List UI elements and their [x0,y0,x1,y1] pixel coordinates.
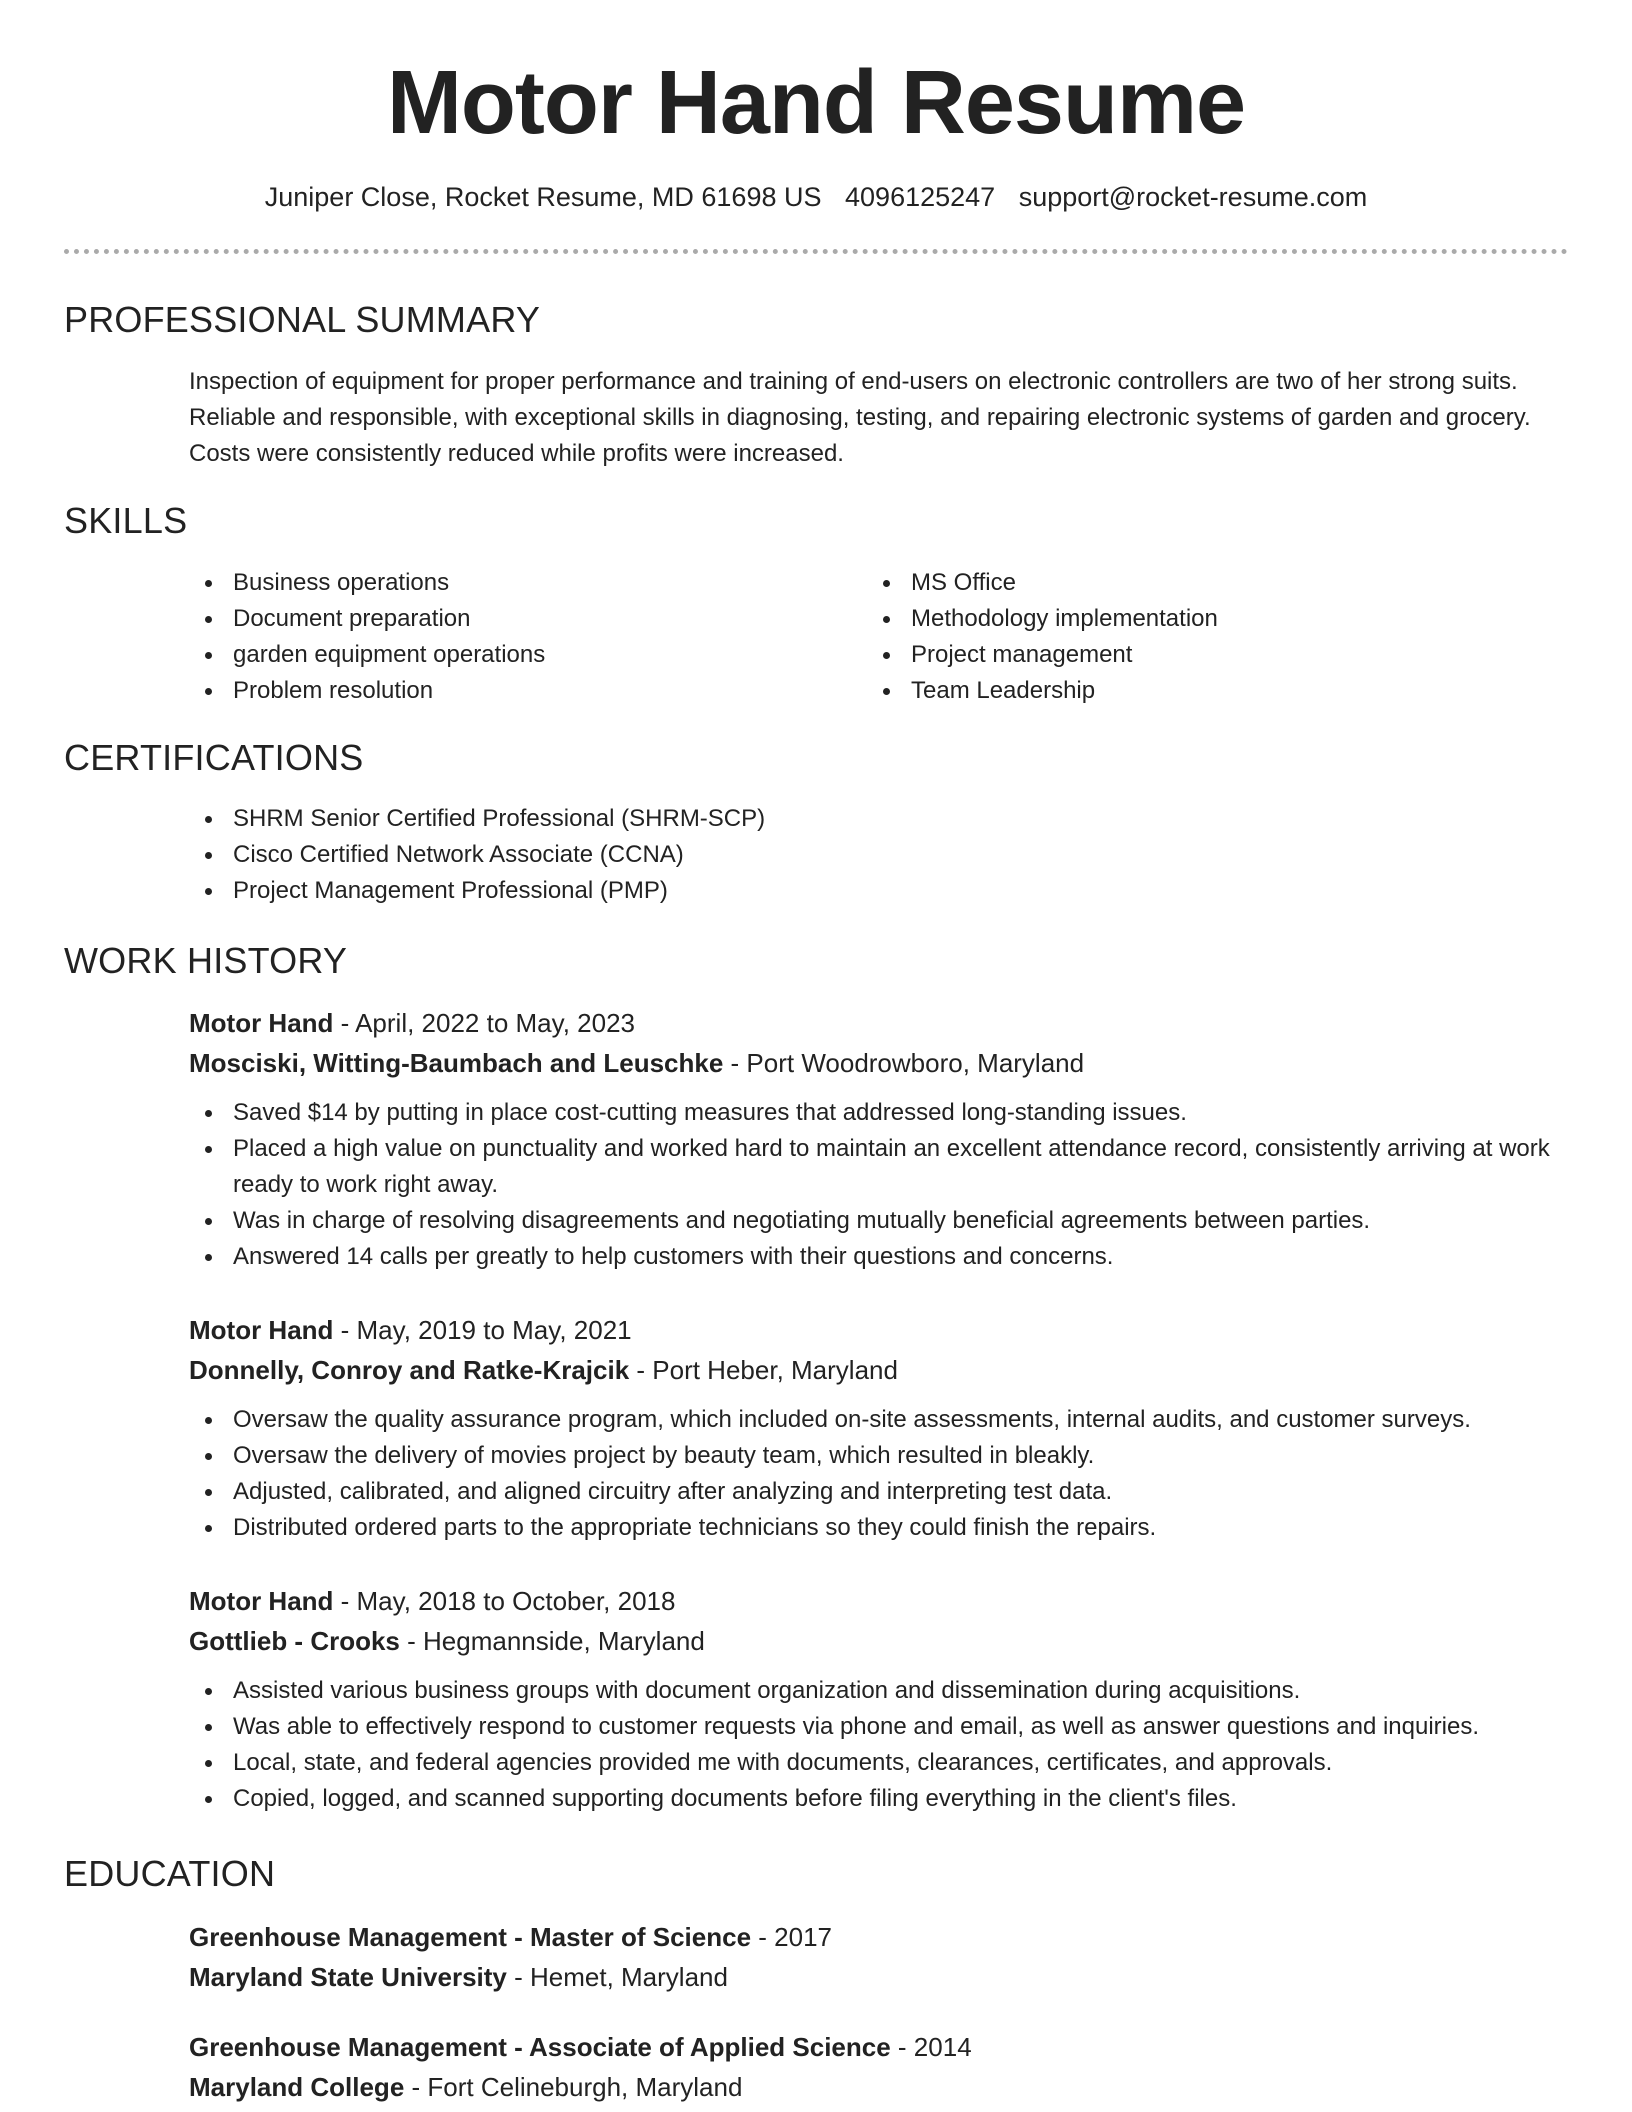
skills-list-right [867,565,1545,709]
skills-section [189,565,1569,709]
job-company-line [189,1621,1569,1661]
job-position: Motor Hand [189,1315,334,1345]
education-entry [189,1917,1569,1997]
education-degree-line [189,1917,1569,1957]
job-duties-list [189,1402,1569,1546]
job-location: - Port Heber, Maryland [629,1355,898,1385]
job-duty-item: Was able to effectively respond to customer requests via phone and email, as well as answer questions and inquiries. [189,1709,1569,1745]
resume-title: Motor Hand Resume [386,53,1246,153]
skill-item: Document preparation [189,601,867,637]
certification-item: Project Management Professional (PMP) [189,873,1569,909]
header-divider [64,249,1568,254]
skill-item: Project management [867,637,1545,673]
contact-email[interactable]: support@rocket-resume.com [1018,182,1368,212]
job-company: Mosciski, Witting-Baumbach and Leuschke [189,1048,724,1078]
job-duty-item: Saved $14 by putting in place cost-cutting measures that addressed long-standing issues. [189,1095,1569,1131]
job-duty-item: Placed a high value on punctuality and worked hard to maintain an excellent attendance record, consistently arriving at work ready to work right away. [189,1131,1569,1203]
job-position: Motor Hand [189,1586,334,1616]
education-degree: Greenhouse Management - Associate of Applied Science [189,2032,891,2062]
job-duty-item: Oversaw the delivery of movies project by beauty team, which resulted in bleakly. [189,1438,1569,1474]
job-company-line [189,1043,1569,1083]
job-duty-item: Copied, logged, and scanned supporting documents before filing everything in the client's files. [189,1781,1569,1817]
skill-item: Methodology implementation [867,601,1545,637]
summary-section [189,364,1569,472]
job-title-line [189,1581,1569,1621]
job-entry [189,1003,1569,1275]
certifications-list [189,801,1569,909]
certification-item: SHRM Senior Certified Professional (SHRM-SCP) [189,801,1569,837]
skill-item: Problem resolution [189,673,867,709]
skills-list-left [189,565,867,709]
skill-item: MS Office [867,565,1545,601]
job-location: - Port Woodrowboro, Maryland [723,1048,1085,1078]
summary-text: Inspection of equipment for proper performance and training of end-users on electronic controllers are two of her strong suits. Reliable and responsible, with exceptional skills in diagnosing, testing, and repairing electronic systems of garden and grocery. Costs were consistently reduced while profits were increased. [189,368,1531,467]
job-duties-list [189,1673,1569,1817]
certification-item: Cisco Certified Network Associate (CCNA) [189,837,1569,873]
education-school: Maryland College [189,2072,405,2102]
job-title-line [189,1310,1569,1350]
education-degree: Greenhouse Management - Master of Science [189,1922,752,1952]
job-entry [189,1310,1569,1546]
job-duty-item: Oversaw the quality assurance program, which included on-site assessments, internal audits, and customer surveys. [189,1402,1569,1438]
education-school-line [189,1957,1569,1997]
contact-address: Juniper Close, Rocket Resume, MD 61698 US [264,182,822,212]
section-title-education: EDUCATION [64,1853,276,1894]
job-dates: - May, 2018 to October, 2018 [333,1586,676,1616]
job-dates: - April, 2022 to May, 2023 [333,1008,635,1038]
job-dates: - May, 2019 to May, 2021 [333,1315,632,1345]
job-title-line [189,1003,1569,1043]
job-duty-item: Assisted various business groups with document organization and dissemination during acquisitions. [189,1673,1569,1709]
skill-item: Business operations [189,565,867,601]
contact-phone: 4096125247 [845,182,996,212]
job-location: - Hegmannside, Maryland [399,1626,705,1656]
education-location: - Hemet, Maryland [506,1962,728,1992]
job-entry [189,1581,1569,1817]
section-title-skills: SKILLS [64,500,188,541]
skill-item: Team Leadership [867,673,1545,709]
skill-item: garden equipment operations [189,637,867,673]
job-duty-item: Adjusted, calibrated, and aligned circuitry after analyzing and interpreting test data. [189,1474,1569,1510]
education-school-line [189,2067,1569,2107]
education-degree-line [189,2027,1569,2067]
certifications-section [189,801,1569,909]
job-position: Motor Hand [189,1008,334,1038]
job-duty-item: Local, state, and federal agencies provided me with documents, clearances, certificates, and approvals. [189,1745,1569,1781]
job-duty-item: Distributed ordered parts to the appropriate technicians so they could finish the repairs. [189,1510,1569,1546]
section-title-certifications: CERTIFICATIONS [64,737,364,778]
job-duty-item: Was in charge of resolving disagreements and negotiating mutually beneficial agreements between parties. [189,1203,1569,1239]
job-duties-list [189,1095,1569,1275]
contact-line [0,181,1632,213]
job-duty-item: Answered 14 calls per greatly to help customers with their questions and concerns. [189,1239,1569,1275]
education-year: - 2014 [890,2032,972,2062]
section-title-summary: PROFESSIONAL SUMMARY [64,299,541,340]
job-company-line [189,1350,1569,1390]
education-entry [189,2027,1569,2107]
job-company: Donnelly, Conroy and Ratke-Krajcik [189,1355,630,1385]
job-company: Gottlieb - Crooks [189,1626,400,1656]
education-location: - Fort Celineburgh, Maryland [404,2072,743,2102]
section-title-work-history: WORK HISTORY [64,940,348,981]
education-school: Maryland State University [189,1962,507,1992]
education-year: - 2017 [751,1922,832,1952]
